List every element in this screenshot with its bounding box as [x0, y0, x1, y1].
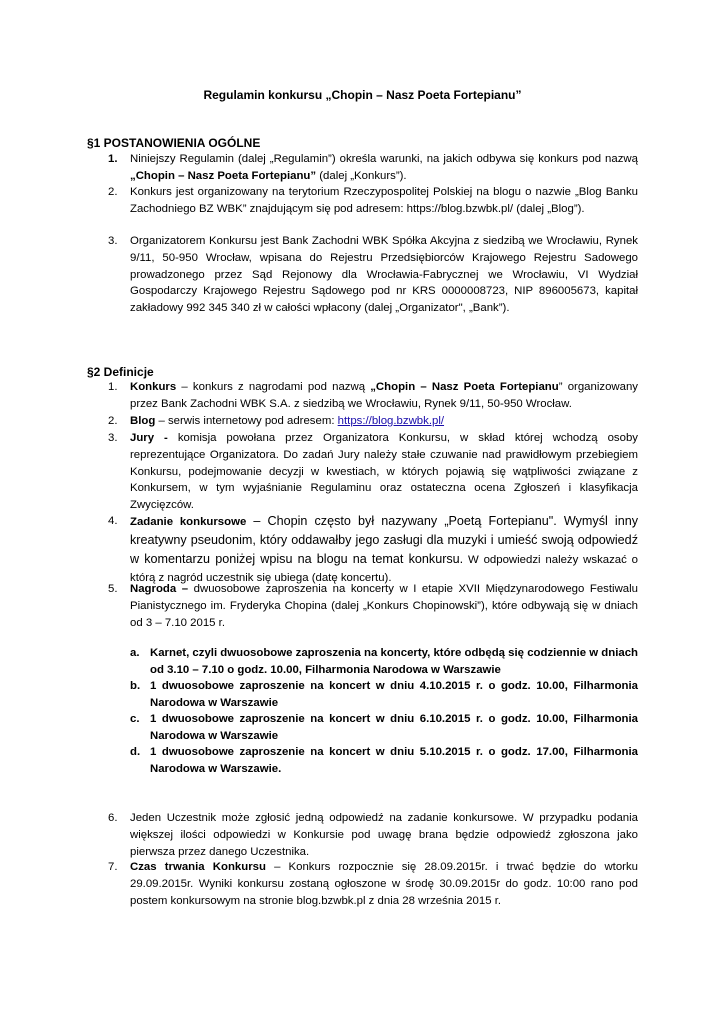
s2-item-3-number: 3.: [108, 432, 118, 444]
prize-item-c-letter: c.: [130, 713, 140, 725]
s2-item-5-number: 5.: [108, 583, 118, 595]
s2-item-4-term: Zadanie konkursowe: [130, 516, 247, 528]
s2-item-3-text: [130, 430, 638, 514]
s2-item-4-number: 4.: [108, 515, 118, 527]
s2-item-5-term: Nagroda –: [130, 583, 189, 595]
s2-item-4-text-b: W odpowiedzi należy wskazać o którą z nagród uczestnik się ubiega (datę koncertu).: [130, 554, 638, 584]
s2-item-5-text-a: dwuosobowe zaproszenia na koncerty w I etapie XVII Międzynarodowego Festiwalu Pianistycznego im. Fryderyka Chopina (dalej „Konkurs Chopinowski”), które odbywają się w dniach od 3 – 7.10 2015 r.: [130, 583, 639, 629]
prize-item-a-letter: a.: [130, 647, 140, 659]
s1-item-2-text: Konkurs jest organizowany na terytorium Rzeczypospolitej Polskiej na blogu o nazwie „Blog Banku Zachodniego BZ WBK” znajdującym się pod adresem: https://blog.bzwbk.pl/ (dalej „Blog”).: [130, 186, 638, 215]
s1-item-1-number: 1.: [108, 153, 118, 165]
s2-item-3-text-a: komisja powołana przez Organizatora Konkursu, w skład której wchodzą osoby reprezentujące Organizatora. Do zadań Jury należy stałe czuwanie nad prawidłowym przebiegiem Konkursu, podejmowanie decyzji w kwestiach, w których pojawią się wątpliwości związane z Konkursem, w tym wyjaśnianie Regulaminu oraz ostateczna ocena Zgłoszeń i klasyfikacja Zwycięzców.: [130, 432, 638, 512]
s1-item-1-text-a: Niniejszy Regulamin (dalej „Regulamin”) określa warunki, na jakich odbywa się konkurs pod nazwą: [130, 153, 638, 165]
prize-item-a-text: Karnet, czyli dwuosobowe zaproszenia na koncerty, które odbędą się codziennie w dniach od 3.10 – 7.10 o godz. 10.00, Filharmonia Narodowa w Warszawie: [150, 647, 638, 676]
s2-item-2-term: Blog: [130, 415, 156, 427]
s2-item-1-number: 1.: [108, 381, 118, 393]
prize-item-c-text: 1 dwuosobowe zaproszenie na koncert w dniu 6.10.2015 r. o godz. 10.00, Filharmonia Narodowa w Warszawie: [150, 713, 638, 742]
s2-item-7-number: 7.: [108, 861, 118, 873]
s1-item-3-number: 3.: [108, 235, 118, 247]
s2-item-2-number: 2.: [108, 415, 118, 427]
s2-item-1-contest-name: „Chopin – Nasz Poeta Fortepianu: [370, 381, 559, 393]
section2-heading: §2 Definicje: [87, 365, 154, 379]
s2-item-2-text-a: – serwis internetowy pod adresem:: [155, 415, 338, 427]
s1-item-1-text: [130, 151, 638, 185]
s2-item-7-text: [130, 859, 638, 909]
s2-item-1-text: [130, 379, 638, 413]
s1-item-3-text: Organizatorem Konkursu jest Bank Zachodni WBK Spółka Akcyjna z siedzibą we Wrocławiu, Rynek 9/11, 50-950 Wrocław, wpisana do Rejestru Przedsiębiorców Krajowego Rejestru Sadowego prowadzonego przez Sąd Rejonowy dla Wrocławia-Fabrycznej we Wrocławiu, VI Wydział Gospodarczy Krajowego Rejestru Sądowego pod nr KRS 0000008723, NIP 896005673, kapitał zakładowy 992 345 340 zł w całości wpłacony (dalej „Organizator", „Bank”).: [130, 235, 638, 315]
s2-item-6-number: 6.: [108, 812, 118, 824]
s2-item-5-text: [130, 581, 638, 631]
s2-item-6-text: Jeden Uczestnik może zgłosić jedną odpowiedź na zadanie konkursowe. W przypadku podania większej ilości odpowiedzi w Konkursie pod uwagę brana będzie odpowiedź zgłoszona jako pierwsza przez danego Uczestnika.: [130, 812, 638, 858]
section1-heading: §1 POSTANOWIENIA OGÓLNE: [87, 136, 261, 150]
s1-item-1-text-b: (dalej „Konkurs”).: [316, 169, 407, 182]
prize-item-d-text: 1 dwuosobowe zaproszenie na koncert w dniu 5.10.2015 r. o godz. 17.00, Filharmonia Narodowa w Warszawie.: [150, 746, 638, 775]
s2-item-3-term: Jury -: [130, 432, 168, 444]
s2-item-7-text-a: – Konkurs rozpocznie się 28.09.2015r. i trwać będzie do wtorku 29.09.2015r. Wyniki konkursu zostaną ogłoszone w środę 30.09.2015r do godz. 10:00 rano pod postem konkursowym na stronie blog.bzwbk.pl z dnia 28 września 2015 r.: [130, 861, 638, 907]
s2-item-1-text-b: ” organizowany przez Bank Zachodni WBK S.A. z siedzibą we Wrocławiu, Rynek 9/11, 50-950 Wrocław.: [130, 381, 639, 410]
blog-link[interactable]: https://blog.bzwbk.pl/: [337, 415, 445, 427]
s1-item-1-contest-name: „Chopin – Nasz Poeta Fortepianu”: [130, 169, 317, 182]
prize-item-d-letter: d.: [130, 746, 141, 758]
prize-item-b-text: 1 dwuosobowe zaproszenie na koncert w dniu 4.10.2015 r. o godz. 10.00, Filharmonia Narodowa w Warszawie: [150, 680, 638, 709]
prize-item-b-letter: b.: [130, 680, 141, 692]
document-title: Regulamin konkursu „Chopin – Nasz Poeta Fortepianu”: [203, 88, 522, 102]
s2-item-2-text: [130, 413, 638, 430]
s2-item-7-term: Czas trwania Konkursu: [130, 861, 266, 873]
s2-item-4-text: [130, 512, 638, 587]
s1-item-2-number: 2.: [108, 186, 118, 198]
s2-item-1-term: Konkurs: [130, 381, 177, 393]
s2-item-4-task: – Chopin często był nazywany „Poetą Fortepianu". Wymyśl inny kreatywny pseudonim, który oddawałby jego zasługi dla muzyki i umieść swoją odpowiedź w komentarzu poniżej wpisu na blogu na temat konkursu.: [130, 514, 638, 566]
s2-item-1-text-a: – konkurs z nagrodami pod nazwą: [176, 381, 371, 393]
